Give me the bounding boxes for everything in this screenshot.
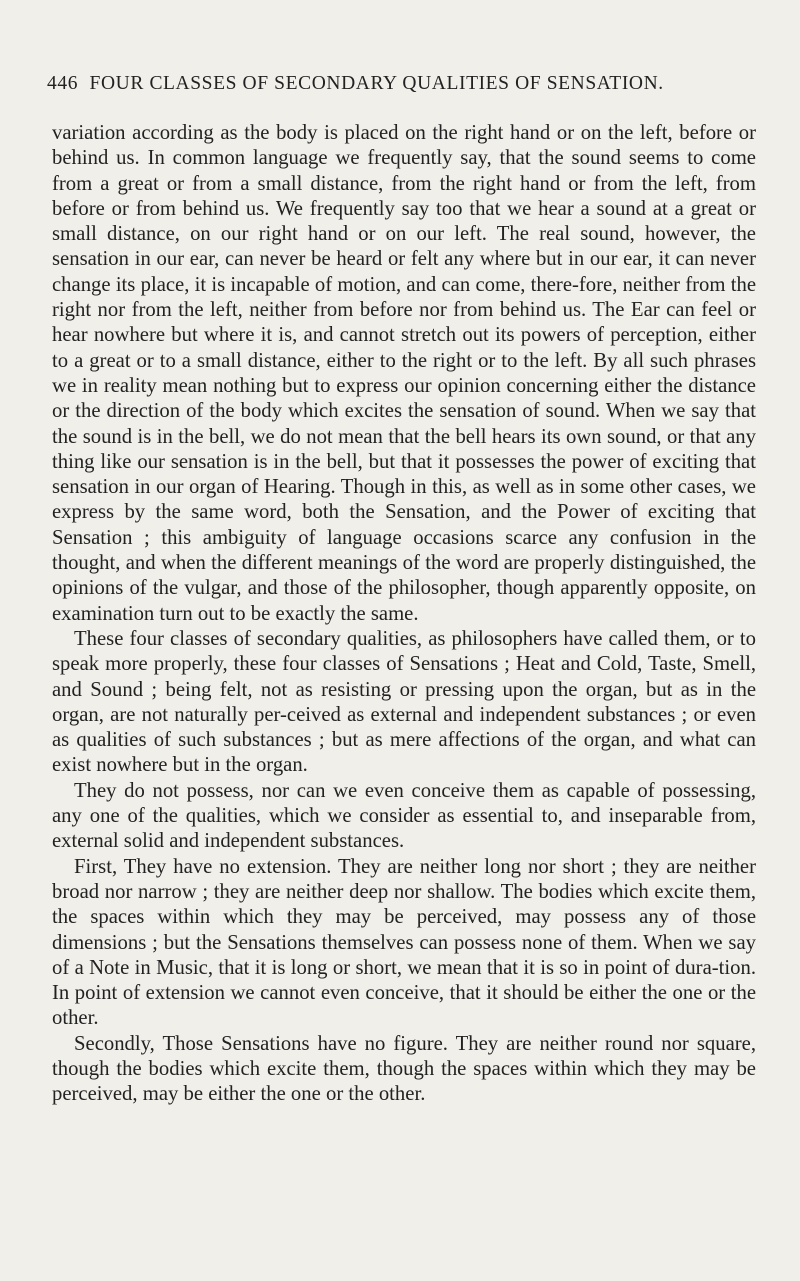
paragraph: First, They have no extension. They are neither long nor short ; they are neither broad nor narrow ; they are neither deep nor shallow. The bodies which excite them, the spaces within which they may be perceived, may possess any of those dimensions ; but the Sensations themselves can possess none of them. When we say of a Note in Music, that it is long or short, we mean that it is so in point of dura-tion. In point of extension we cannot even conceive, that it should be either the one or the other. bbox=[52, 855, 756, 1030]
running-title: FOUR CLASSES OF SECONDARY QUALITIES OF SENSATION. bbox=[89, 73, 664, 94]
page-number: 446 bbox=[47, 73, 79, 94]
running-header bbox=[47, 73, 747, 95]
paragraph: variation according as the body is placed on the right hand or on the left, before or behind us. In common language we frequently say, that the sound seems to come from a great or from a small distance, from the right hand or from the left, from before or from behind us. We frequently say too that we hear a sound at a great or small distance, on our right hand or on our left. The real sound, however, the sensation in our ear, can never be heard or felt any where but in our ear, it can never change its place, it is incapable of motion, and can come, there-fore, neither from the right nor from the left, neither from before nor from behind us. The Ear can feel or hear nowhere but where it is, and cannot stretch out its powers of perception, either to a great or to a small distance, either to the right or to the left. By all such phrases we in reality mean nothing but to express our opinion concerning either the distance or the direction of the body which excites the sensation of sound. When we say that the sound is in the bell, we do not mean that the bell hears its own sound, or that any thing like our sensation is in the bell, but that it possesses the power of exciting that sensation in our organ of Hearing. Though in this, as well as in some other cases, we express by the same word, both the Sensation, and the Power of exciting that Sensation ; this ambiguity of language occasions scarce any confusion in the thought, and when the different meanings of the word are properly distinguished, the opinions of the vulgar, and those of the philosopher, though apparently opposite, on examination turn out to be exactly the same. bbox=[52, 122, 756, 625]
paragraph: Secondly, Those Sensations have no figure. They are neither round nor square, though the bodies which excite them, though the spaces within which they may be perceived, may be either the one or the other. bbox=[52, 1032, 756, 1106]
paragraph: These four classes of secondary qualities, as philosophers have called them, or to speak more properly, these four classes of Sensations ; Heat and Cold, Taste, Smell, and Sound ; being felt, not as resisting or pressing upon the organ, but as in the organ, are not naturally per-ceived as external and independent substances ; or even as qualities of such substances ; but as mere affections of the organ, and what can exist nowhere but in the organ. bbox=[52, 627, 756, 777]
paragraph: They do not possess, nor can we even conceive them as capable of possessing, any one of the qualities, which we consider as essential to, and inseparable from, external solid and independent substances. bbox=[52, 779, 756, 853]
page-body bbox=[52, 121, 756, 1108]
